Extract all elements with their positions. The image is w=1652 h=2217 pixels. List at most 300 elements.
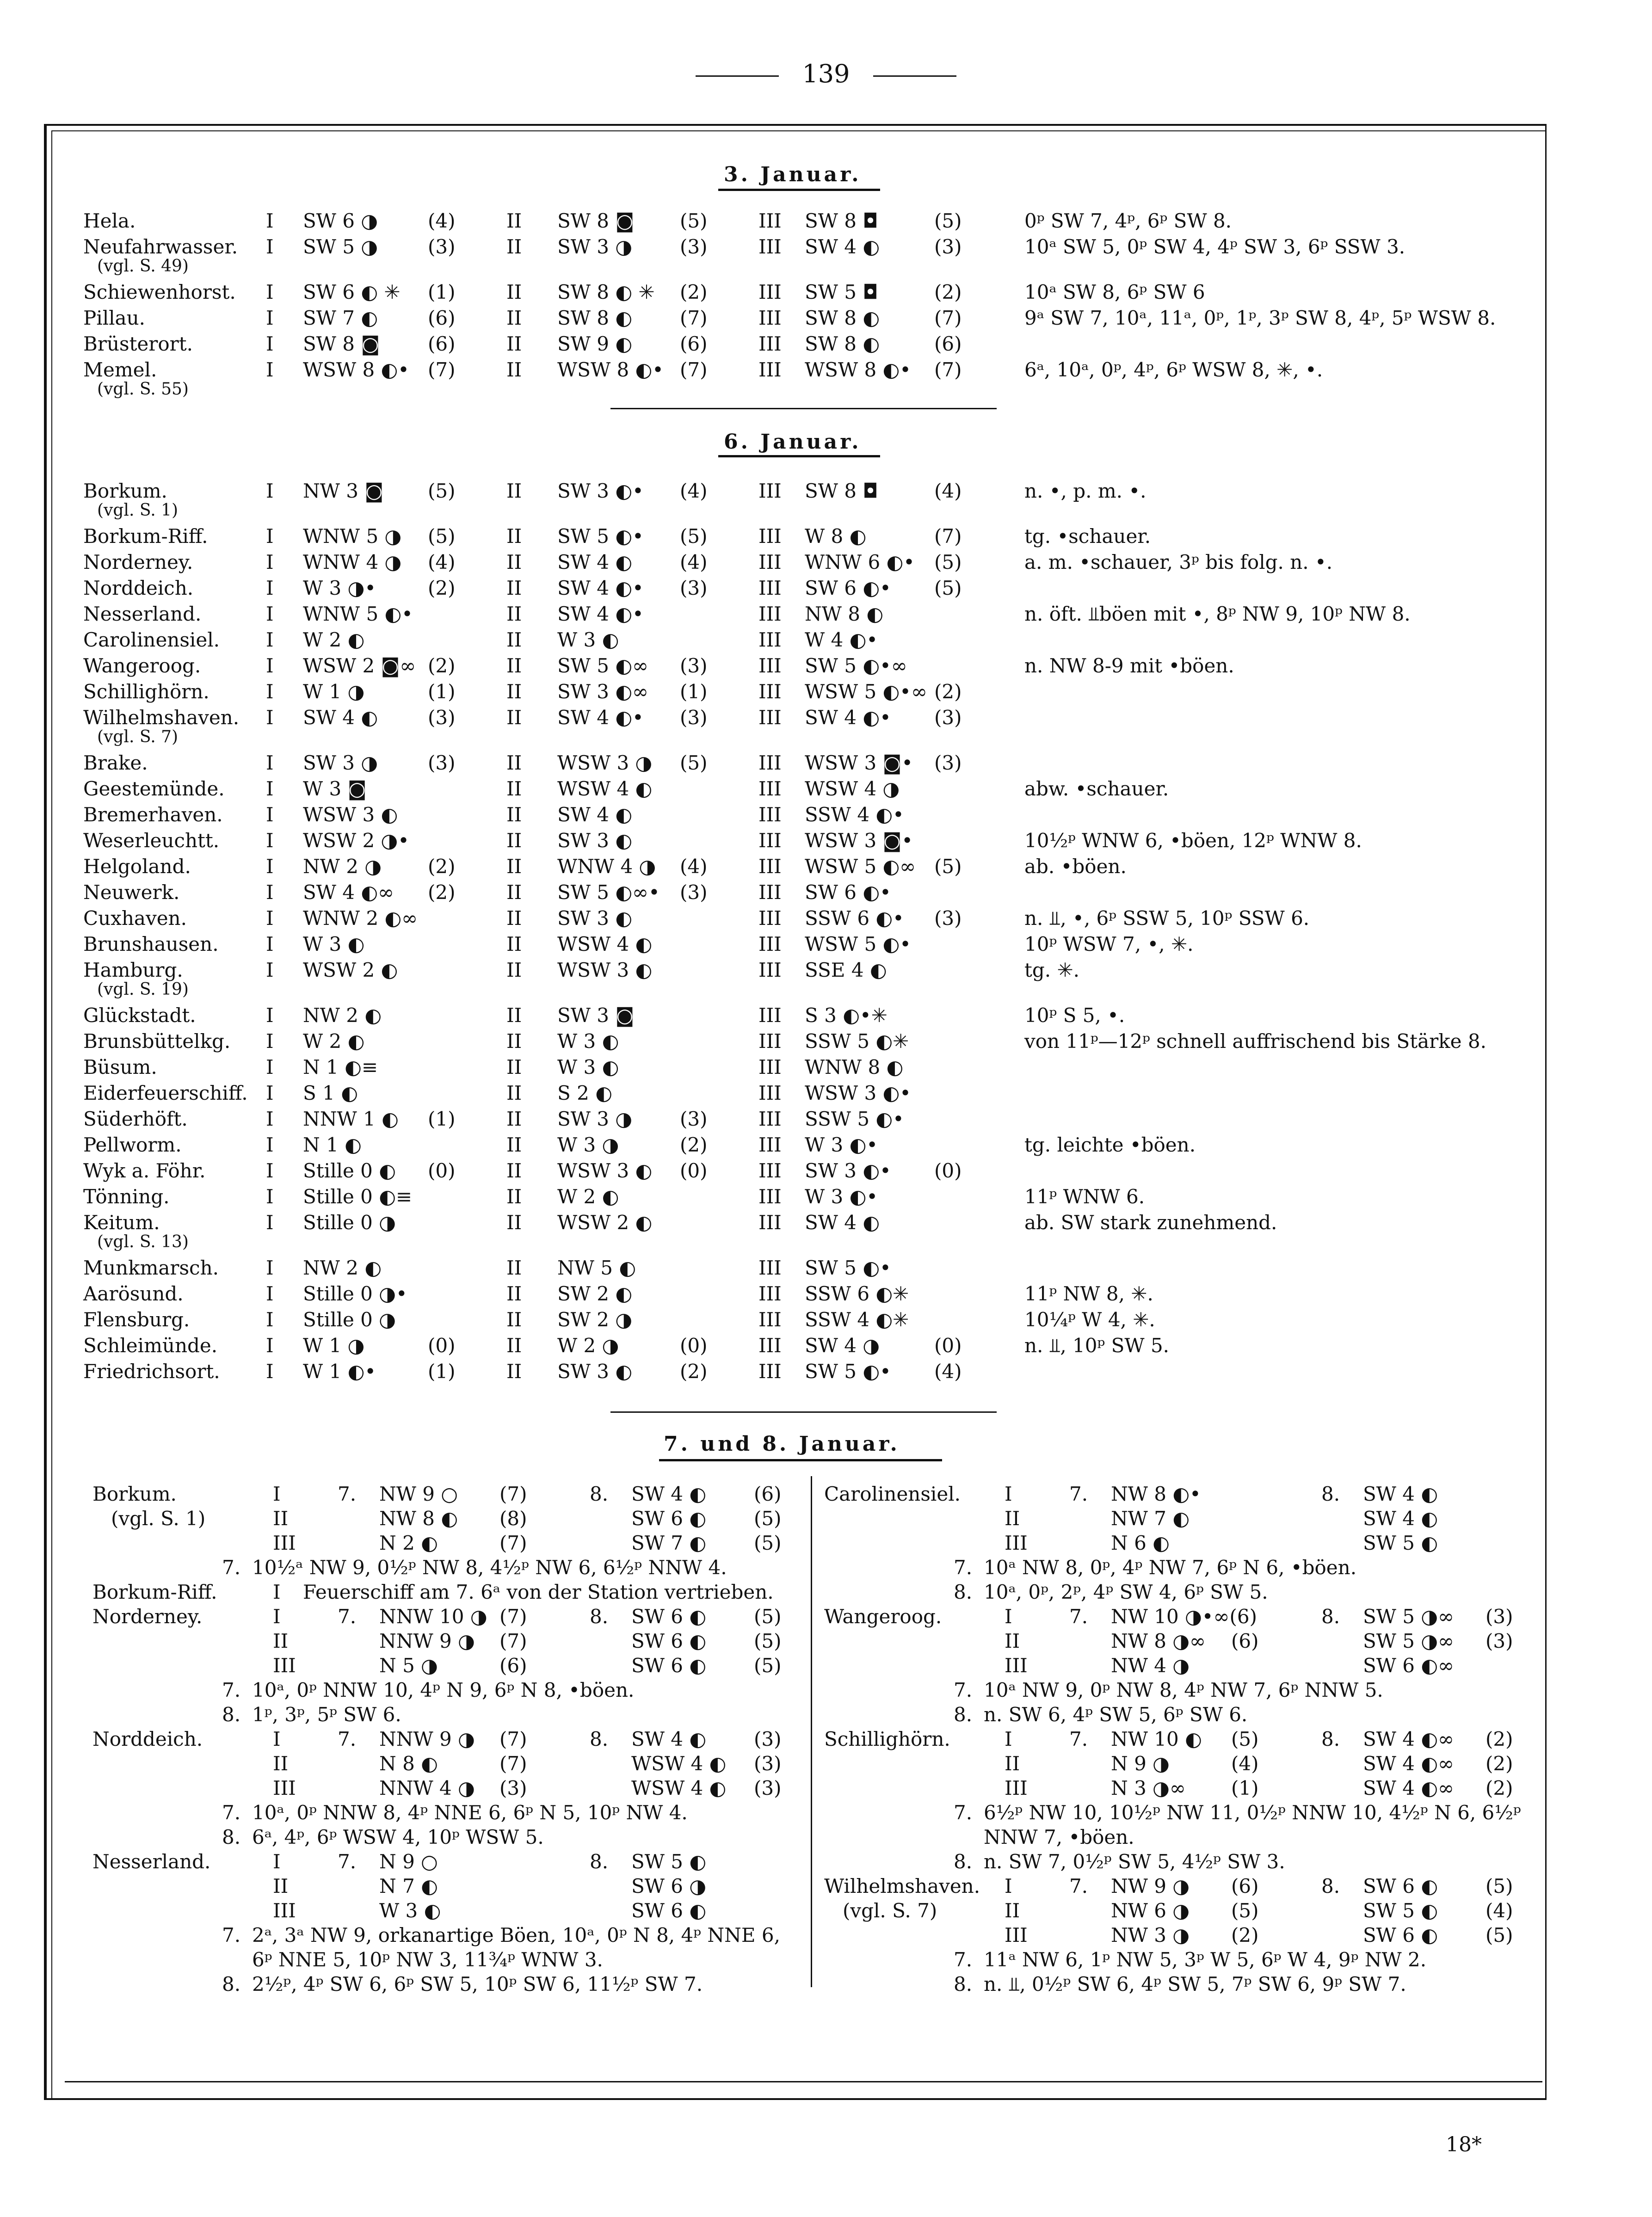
- observation-c5: SW 4 ◐•: [557, 603, 644, 625]
- table-row: [0, 1824, 1652, 1850]
- day-7-sea: (7): [499, 1752, 527, 1775]
- observation-c7: III: [758, 235, 782, 258]
- observation-c7: III: [758, 706, 782, 729]
- observation-c7: III: [758, 307, 782, 329]
- table-row: [0, 1677, 1652, 1703]
- remarks: n. SW 7, 0½ᵖ SW 5, 4½ᵖ SW 3.: [984, 1850, 1285, 1873]
- observation-c5: SW 3 ◐∞: [557, 680, 648, 703]
- observation-c2: SW 3 ◑: [303, 751, 378, 774]
- observation-c4: II: [506, 706, 522, 729]
- table-row: [0, 1359, 1652, 1385]
- observation-c6: (3): [680, 654, 708, 677]
- observation-c2: W 3 ◙: [303, 777, 367, 800]
- observation-c6: (3): [680, 881, 708, 904]
- day-7-observation: NW 8 ◐: [379, 1507, 458, 1530]
- table-row: [0, 679, 1652, 705]
- station-name: Nesserland.: [92, 1850, 211, 1873]
- observation-c2: WSW 2 ◙∞: [303, 654, 416, 677]
- station-reference: (vgl. S. 7): [97, 727, 179, 746]
- observation-c8: WNW 6 ◐•: [805, 551, 915, 573]
- observation-c1: I: [266, 680, 274, 703]
- day-8-observation: SW 6 ◐: [1363, 1924, 1438, 1946]
- observation-c7: III: [758, 777, 782, 800]
- observation-c8: W 8 ◐: [805, 525, 867, 548]
- observation-c8: SSW 6 ◐✳: [805, 1282, 909, 1305]
- observation-c8: SW 5 ◐•: [805, 1256, 891, 1279]
- term: I: [1005, 1728, 1012, 1750]
- station-name: Schillighörn.: [83, 680, 210, 703]
- observation-c9: (0): [934, 1334, 962, 1357]
- observation-c2: WSW 2 ◑•: [303, 829, 409, 852]
- remarks: 10ᵖ WSW 7, •, ✳.: [1024, 933, 1194, 955]
- observation-c6: (0): [680, 1334, 708, 1357]
- observation-c3: (3): [428, 706, 456, 729]
- day-7-sea: (6): [1231, 1630, 1259, 1652]
- day-8-observation: SW 4 ◐: [1363, 1507, 1438, 1530]
- remarks: 10ᵃ SW 8, 6ᵖ SW 6: [1024, 281, 1205, 303]
- table-row-reference: [0, 376, 1652, 402]
- station-name: Bremerhaven.: [83, 803, 223, 826]
- day-8-observation: SW 4 ◐: [631, 1483, 707, 1505]
- observation-c8: SW 5 ◘: [805, 281, 878, 303]
- table-row: [0, 1184, 1652, 1210]
- observation-c9: (7): [934, 358, 962, 381]
- day-number: 7.: [954, 1679, 973, 1701]
- table-row: [0, 1158, 1652, 1184]
- observation-c5: WSW 8 ◐•: [557, 358, 664, 381]
- observation-c7: III: [758, 1030, 782, 1053]
- observation-c3: (4): [428, 209, 456, 232]
- observation-c2: Stille 0 ◑: [303, 1308, 396, 1331]
- day-7-sea: (4): [1231, 1752, 1259, 1775]
- day-7-sea: (8): [499, 1507, 527, 1530]
- observation-c7: III: [758, 628, 782, 651]
- observation-c9: (6): [934, 333, 962, 355]
- observation-c3: (0): [428, 1334, 456, 1357]
- observation-c9: (2): [934, 281, 962, 303]
- observation-c9: (7): [934, 525, 962, 548]
- observation-c5: SW 3 ◐•: [557, 480, 644, 502]
- remarks: 10ᵖ S 5, •.: [1024, 1004, 1125, 1027]
- day-number: 7.: [954, 1556, 973, 1579]
- station-reference: (vgl. S. 13): [97, 1232, 189, 1251]
- remarks: n. öft. ⫫böen mit •, 8ᵖ NW 9, 10ᵖ NW 8.: [1024, 603, 1411, 625]
- observation-c4: II: [506, 1159, 522, 1182]
- observation-c7: III: [758, 209, 782, 232]
- observation-c8: SSW 5 ◐✳: [805, 1030, 909, 1053]
- observation-c2: Stille 0 ◐: [303, 1159, 396, 1182]
- observation-c4: II: [506, 358, 522, 381]
- observation-c6: (7): [680, 358, 708, 381]
- observation-c1: I: [266, 803, 274, 826]
- observation-c4: II: [506, 855, 522, 878]
- station-name: Norddeich.: [83, 577, 194, 599]
- observation-c4: II: [506, 1256, 522, 1279]
- table-row: [0, 305, 1652, 331]
- observation-c7: III: [758, 358, 782, 381]
- term: I: [1005, 1875, 1012, 1897]
- observation-c6: (7): [680, 307, 708, 329]
- table-row-reference: [0, 724, 1652, 750]
- table-row: [0, 601, 1652, 627]
- observation-c4: II: [506, 907, 522, 930]
- term: II: [273, 1752, 289, 1775]
- day-7-observation: NW 4 ◑: [1111, 1654, 1190, 1677]
- observation-c2: Stille 0 ◑: [303, 1211, 396, 1234]
- observation-c1: I: [266, 235, 274, 258]
- section-title-7-8-januar: 7. und 8. Januar.: [664, 1432, 900, 1456]
- station-name: (vgl. S. 1): [111, 1507, 206, 1530]
- observation-c6: (2): [680, 1360, 708, 1383]
- section-title-6-januar: 6. Januar.: [724, 430, 862, 454]
- day-8-sea: (3): [1486, 1630, 1513, 1652]
- observation-c5: W 3 ◐: [557, 628, 619, 651]
- observation-c2: W 3 ◑•: [303, 577, 376, 599]
- observation-c1: I: [266, 1133, 274, 1156]
- observation-c4: II: [506, 577, 522, 599]
- observation-c4: II: [506, 1211, 522, 1234]
- remarks: a. m. •schauer, 3ᵖ bis folg. n. •.: [1024, 551, 1333, 573]
- observation-c6: (0): [680, 1159, 708, 1182]
- station-name: Wilhelmshaven.: [824, 1875, 980, 1897]
- table-row: [0, 1751, 1652, 1777]
- station-name: Carolinensiel.: [824, 1483, 961, 1505]
- observation-c8: SW 4 ◐: [805, 235, 880, 258]
- table-row: [0, 1604, 1652, 1630]
- observation-c5: WNW 4 ◑: [557, 855, 656, 878]
- day-number: 8.: [222, 1826, 241, 1848]
- day-8-sea: (6): [754, 1483, 782, 1505]
- remarks: 10½ᵃ NW 9, 0½ᵖ NW 8, 4½ᵖ NW 6, 6½ᵖ NNW 4.: [252, 1556, 727, 1579]
- station-name: Brunshausen.: [83, 933, 219, 955]
- observation-c2: SW 5 ◑: [303, 235, 378, 258]
- observation-c7: III: [758, 933, 782, 955]
- station-name: Hamburg.: [83, 959, 183, 981]
- day-7-observation: NW 9 ○: [379, 1483, 458, 1505]
- section-underline: [659, 1459, 942, 1461]
- table-row: [0, 1947, 1652, 1973]
- observation-c4: II: [506, 881, 522, 904]
- term: II: [273, 1507, 289, 1530]
- remarks: Feuerschiff am 7. 6ᵃ von der Station vertrieben.: [303, 1581, 774, 1603]
- station-reference: (vgl. S. 19): [97, 980, 189, 999]
- day-7-observation: NW 7 ◐: [1111, 1507, 1190, 1530]
- section-divider: [610, 408, 997, 409]
- observation-c5: S 2 ◐: [557, 1082, 612, 1104]
- observation-c4: II: [506, 1082, 522, 1104]
- station-name: Aarösund.: [83, 1282, 184, 1305]
- observation-c5: W 3 ◑: [557, 1133, 619, 1156]
- observation-c6: (3): [680, 1108, 708, 1130]
- observation-c1: I: [266, 209, 274, 232]
- observation-c8: SSW 6 ◐•: [805, 907, 904, 930]
- station-name: Memel.: [83, 358, 157, 381]
- day-8-sea: (3): [754, 1777, 782, 1799]
- day-7-observation: N 5 ◑: [379, 1654, 438, 1677]
- observation-c1: I: [266, 1004, 274, 1027]
- table-row: [0, 1555, 1652, 1581]
- remarks: 6ᵃ, 4ᵖ, 6ᵖ WSW 4, 10ᵖ WSW 5.: [252, 1826, 544, 1848]
- observation-c3: (4): [428, 551, 456, 573]
- section-title-3-januar: 3. Januar.: [724, 163, 862, 186]
- station-reference: (vgl. S. 49): [97, 257, 189, 276]
- station-name: Büsum.: [83, 1056, 157, 1078]
- day-8-observation: SW 6 ◐: [631, 1899, 707, 1922]
- term: III: [273, 1777, 296, 1799]
- observation-c2: SW 8 ◙: [303, 333, 380, 355]
- day-8-sea: (2): [1486, 1728, 1513, 1750]
- term: I: [273, 1728, 281, 1750]
- remarks: tg. •schauer.: [1024, 525, 1151, 548]
- observation-c1: I: [266, 525, 274, 548]
- day-8-observation: SW 4 ◐∞: [1363, 1728, 1454, 1750]
- observation-c8: SW 5 ◐•: [805, 1360, 891, 1383]
- table-row: [0, 1530, 1652, 1556]
- observation-c1: I: [266, 907, 274, 930]
- remarks: 11ᵃ NW 6, 1ᵖ NW 5, 3ᵖ W 5, 6ᵖ W 4, 9ᵖ NW 2.: [984, 1948, 1427, 1971]
- day-7-observation: NNW 10 ◑: [379, 1605, 487, 1628]
- table-row: [0, 931, 1652, 957]
- day-7-label: 7.: [1069, 1605, 1088, 1628]
- observation-c2: S 1 ◐: [303, 1082, 358, 1104]
- day-7-observation: NNW 9 ◑: [379, 1728, 475, 1750]
- station-name: Schleimünde.: [83, 1334, 218, 1357]
- observation-c6: (2): [680, 1133, 708, 1156]
- observation-c3: (7): [428, 358, 456, 381]
- observation-c5: SW 3 ◑: [557, 235, 633, 258]
- table-row: [0, 1132, 1652, 1158]
- observation-c2: NW 2 ◐: [303, 1004, 382, 1027]
- observation-c1: I: [266, 603, 274, 625]
- day-8-observation: SW 4 ◐∞: [1363, 1777, 1454, 1799]
- day-7-label: 7.: [1069, 1728, 1088, 1750]
- observation-c1: I: [266, 1030, 274, 1053]
- observation-c2: WSW 2 ◐: [303, 959, 398, 981]
- observation-c7: III: [758, 1256, 782, 1279]
- observation-c1: I: [266, 628, 274, 651]
- day-number: 7.: [954, 1948, 973, 1971]
- table-row: [0, 802, 1652, 828]
- day-7-label: 7.: [1069, 1875, 1088, 1897]
- section-underline: [718, 455, 880, 457]
- observation-c5: SW 3 ◐: [557, 907, 633, 930]
- day-8-observation: SW 5 ◐: [1363, 1899, 1438, 1922]
- observation-c5: W 2 ◐: [557, 1185, 619, 1208]
- observation-c7: III: [758, 654, 782, 677]
- day-8-observation: SW 5 ◑∞: [1363, 1605, 1454, 1628]
- observation-c1: I: [266, 1282, 274, 1305]
- observation-c6: (6): [680, 333, 708, 355]
- station-name: Neuwerk.: [83, 881, 180, 904]
- remarks: 1ᵖ, 3ᵖ, 5ᵖ SW 6.: [252, 1703, 401, 1726]
- observation-c5: SW 9 ◐: [557, 333, 633, 355]
- observation-c4: II: [506, 551, 522, 573]
- observation-c4: II: [506, 307, 522, 329]
- observation-c3: (5): [428, 525, 456, 548]
- observation-c2: Stille 0 ◑•: [303, 1282, 407, 1305]
- observation-c5: SW 8 ◐: [557, 307, 633, 329]
- observation-c4: II: [506, 235, 522, 258]
- day-8-observation: SW 6 ◐: [631, 1605, 707, 1628]
- day-7-label: 7.: [1069, 1483, 1088, 1505]
- observation-c6: (5): [680, 209, 708, 232]
- station-name: Borkum.: [83, 480, 167, 502]
- observation-c5: SW 3 ◐: [557, 1360, 633, 1383]
- day-8-observation: SW 4 ◐: [631, 1728, 707, 1750]
- observation-c5: W 2 ◑: [557, 1334, 619, 1357]
- table-row: [0, 575, 1652, 601]
- day-8-sea: (3): [754, 1728, 782, 1750]
- observation-c1: I: [266, 1308, 274, 1331]
- station-name: Friedrichsort.: [83, 1360, 220, 1383]
- day-7-observation: N 9 ◑: [1111, 1752, 1170, 1775]
- observation-c4: II: [506, 1004, 522, 1027]
- table-row: [0, 1702, 1652, 1728]
- observation-c2: WNW 2 ◐∞: [303, 907, 418, 930]
- day-number: 8.: [954, 1581, 973, 1603]
- station-name: Pellworm.: [83, 1133, 182, 1156]
- observation-c8: SW 8 ◐: [805, 307, 880, 329]
- observation-c2: N 1 ◐: [303, 1133, 362, 1156]
- observation-c7: III: [758, 881, 782, 904]
- observation-c1: I: [266, 1360, 274, 1383]
- station-reference: (vgl. S. 1): [97, 501, 179, 520]
- observation-c8: SW 5 ◐•∞: [805, 654, 907, 677]
- observation-c7: III: [758, 751, 782, 774]
- observation-c4: II: [506, 480, 522, 502]
- observation-c1: I: [266, 1334, 274, 1357]
- observation-c7: III: [758, 829, 782, 852]
- table-row: [0, 828, 1652, 854]
- observation-c8: WSW 5 ◐•∞: [805, 680, 927, 703]
- station-name: Munkmarsch.: [83, 1256, 219, 1279]
- observation-c4: II: [506, 333, 522, 355]
- day-8-label: 8.: [590, 1728, 609, 1750]
- day-8-label: 8.: [1321, 1483, 1340, 1505]
- observation-c1: I: [266, 706, 274, 729]
- observation-c5: SW 4 ◐•: [557, 706, 644, 729]
- observation-c6: (2): [680, 281, 708, 303]
- observation-c7: III: [758, 1082, 782, 1104]
- station-name: Borkum-Riff.: [83, 525, 208, 548]
- station-name: Schillighörn.: [824, 1728, 950, 1750]
- table-row: [0, 776, 1652, 802]
- observation-c1: I: [266, 480, 274, 502]
- observation-c8: NW 8 ◐: [805, 603, 883, 625]
- day-8-label: 8.: [1321, 1875, 1340, 1897]
- day-number: 8.: [954, 1973, 973, 1995]
- station-name: Norderney.: [92, 1605, 203, 1628]
- observation-c8: WSW 5 ◐∞: [805, 855, 916, 878]
- remarks: n. NW 8-9 mit •böen.: [1024, 654, 1234, 677]
- day-number: 8.: [222, 1973, 241, 1995]
- table-row: [0, 1028, 1652, 1054]
- remarks: 10ᵃ, 0ᵖ NNW 8, 4ᵖ NNE 6, 6ᵖ N 5, 10ᵖ NW 4.: [252, 1801, 688, 1824]
- station-name: Eiderfeuerschiff.: [83, 1082, 248, 1104]
- term: III: [273, 1532, 296, 1554]
- observation-c3: (2): [428, 577, 456, 599]
- observation-c1: I: [266, 551, 274, 573]
- table-row: [0, 279, 1652, 305]
- observation-c4: II: [506, 1282, 522, 1305]
- day-7-sea: (7): [499, 1532, 527, 1554]
- day-8-observation: SW 6 ◐: [631, 1654, 707, 1677]
- observation-c2: N 1 ◐≡: [303, 1056, 378, 1078]
- observation-c4: II: [506, 1108, 522, 1130]
- day-8-observation: SW 4 ◐: [1363, 1483, 1438, 1505]
- observation-c5: SW 5 ◐∞•: [557, 881, 660, 904]
- observation-c1: I: [266, 855, 274, 878]
- day-7-sea: (5): [1231, 1899, 1259, 1922]
- observation-c8: SW 3 ◐•: [805, 1159, 891, 1182]
- observation-c5: WSW 3 ◑: [557, 751, 653, 774]
- remarks: n. •, p. m. •.: [1024, 480, 1147, 502]
- day-7-observation: N 2 ◐: [379, 1532, 438, 1554]
- remarks: 9ᵃ SW 7, 10ᵃ, 11ᵃ, 0ᵖ, 1ᵖ, 3ᵖ SW 8, 4ᵖ, 5ᵖ WSW 8.: [1024, 307, 1496, 329]
- table-row: [0, 331, 1652, 357]
- day-7-observation: NW 10 ◑•∞(6): [1111, 1605, 1257, 1628]
- observation-c6: (1): [680, 680, 708, 703]
- observation-c8: S 3 ◐•✳: [805, 1004, 888, 1027]
- day-8-observation: SW 6 ◐∞: [1363, 1654, 1454, 1677]
- observation-c8: SW 8 ◘: [805, 209, 878, 232]
- observation-c3: (1): [428, 1108, 456, 1130]
- observation-c7: III: [758, 907, 782, 930]
- day-8-observation: SW 4 ◐∞: [1363, 1752, 1454, 1775]
- observation-c1: I: [266, 1108, 274, 1130]
- table-row: [0, 1255, 1652, 1281]
- table-row: [0, 854, 1652, 880]
- observation-c2: SW 6 ◐ ✳: [303, 281, 401, 303]
- observation-c8: WSW 3 ◙•: [805, 829, 913, 852]
- day-8-observation: SW 7 ◐: [631, 1532, 707, 1554]
- observation-c7: III: [758, 1133, 782, 1156]
- day-7-label: 7.: [338, 1605, 357, 1628]
- observation-c2: WNW 4 ◑: [303, 551, 402, 573]
- observation-c3: (3): [428, 751, 456, 774]
- observation-c7: III: [758, 1056, 782, 1078]
- observation-c9: (3): [934, 907, 962, 930]
- observation-c8: SSW 5 ◐•: [805, 1108, 904, 1130]
- day-8-observation: SW 6 ◐: [1363, 1875, 1438, 1897]
- observation-c1: I: [266, 751, 274, 774]
- observation-c1: I: [266, 1256, 274, 1279]
- observation-c7: III: [758, 1282, 782, 1305]
- day-7-sea: (7): [499, 1728, 527, 1750]
- observation-c5: SW 3 ◙: [557, 1004, 635, 1027]
- observation-c9: (7): [934, 307, 962, 329]
- observation-c6: (5): [680, 751, 708, 774]
- observation-c1: I: [266, 1159, 274, 1182]
- observation-c5: SW 8 ◐ ✳: [557, 281, 655, 303]
- observation-c5: SW 3 ◑: [557, 1108, 633, 1130]
- table-row: [0, 523, 1652, 549]
- station-reference: (vgl. S. 55): [97, 380, 189, 399]
- page-number: 139: [0, 59, 1652, 88]
- observation-c5: SW 4 ◐: [557, 551, 633, 573]
- station-name: Glückstadt.: [83, 1004, 196, 1027]
- day-7-observation: N 8 ◐: [379, 1752, 438, 1775]
- observation-c1: I: [266, 933, 274, 955]
- day-7-observation: NW 6 ◑: [1111, 1899, 1190, 1922]
- observation-c9: (5): [934, 577, 962, 599]
- day-8-sea: (2): [1486, 1752, 1513, 1775]
- day-8-sea: (5): [754, 1605, 782, 1628]
- observation-c3: (3): [428, 235, 456, 258]
- observation-c3: (2): [428, 654, 456, 677]
- observation-c7: III: [758, 525, 782, 548]
- observation-c3: (6): [428, 307, 456, 329]
